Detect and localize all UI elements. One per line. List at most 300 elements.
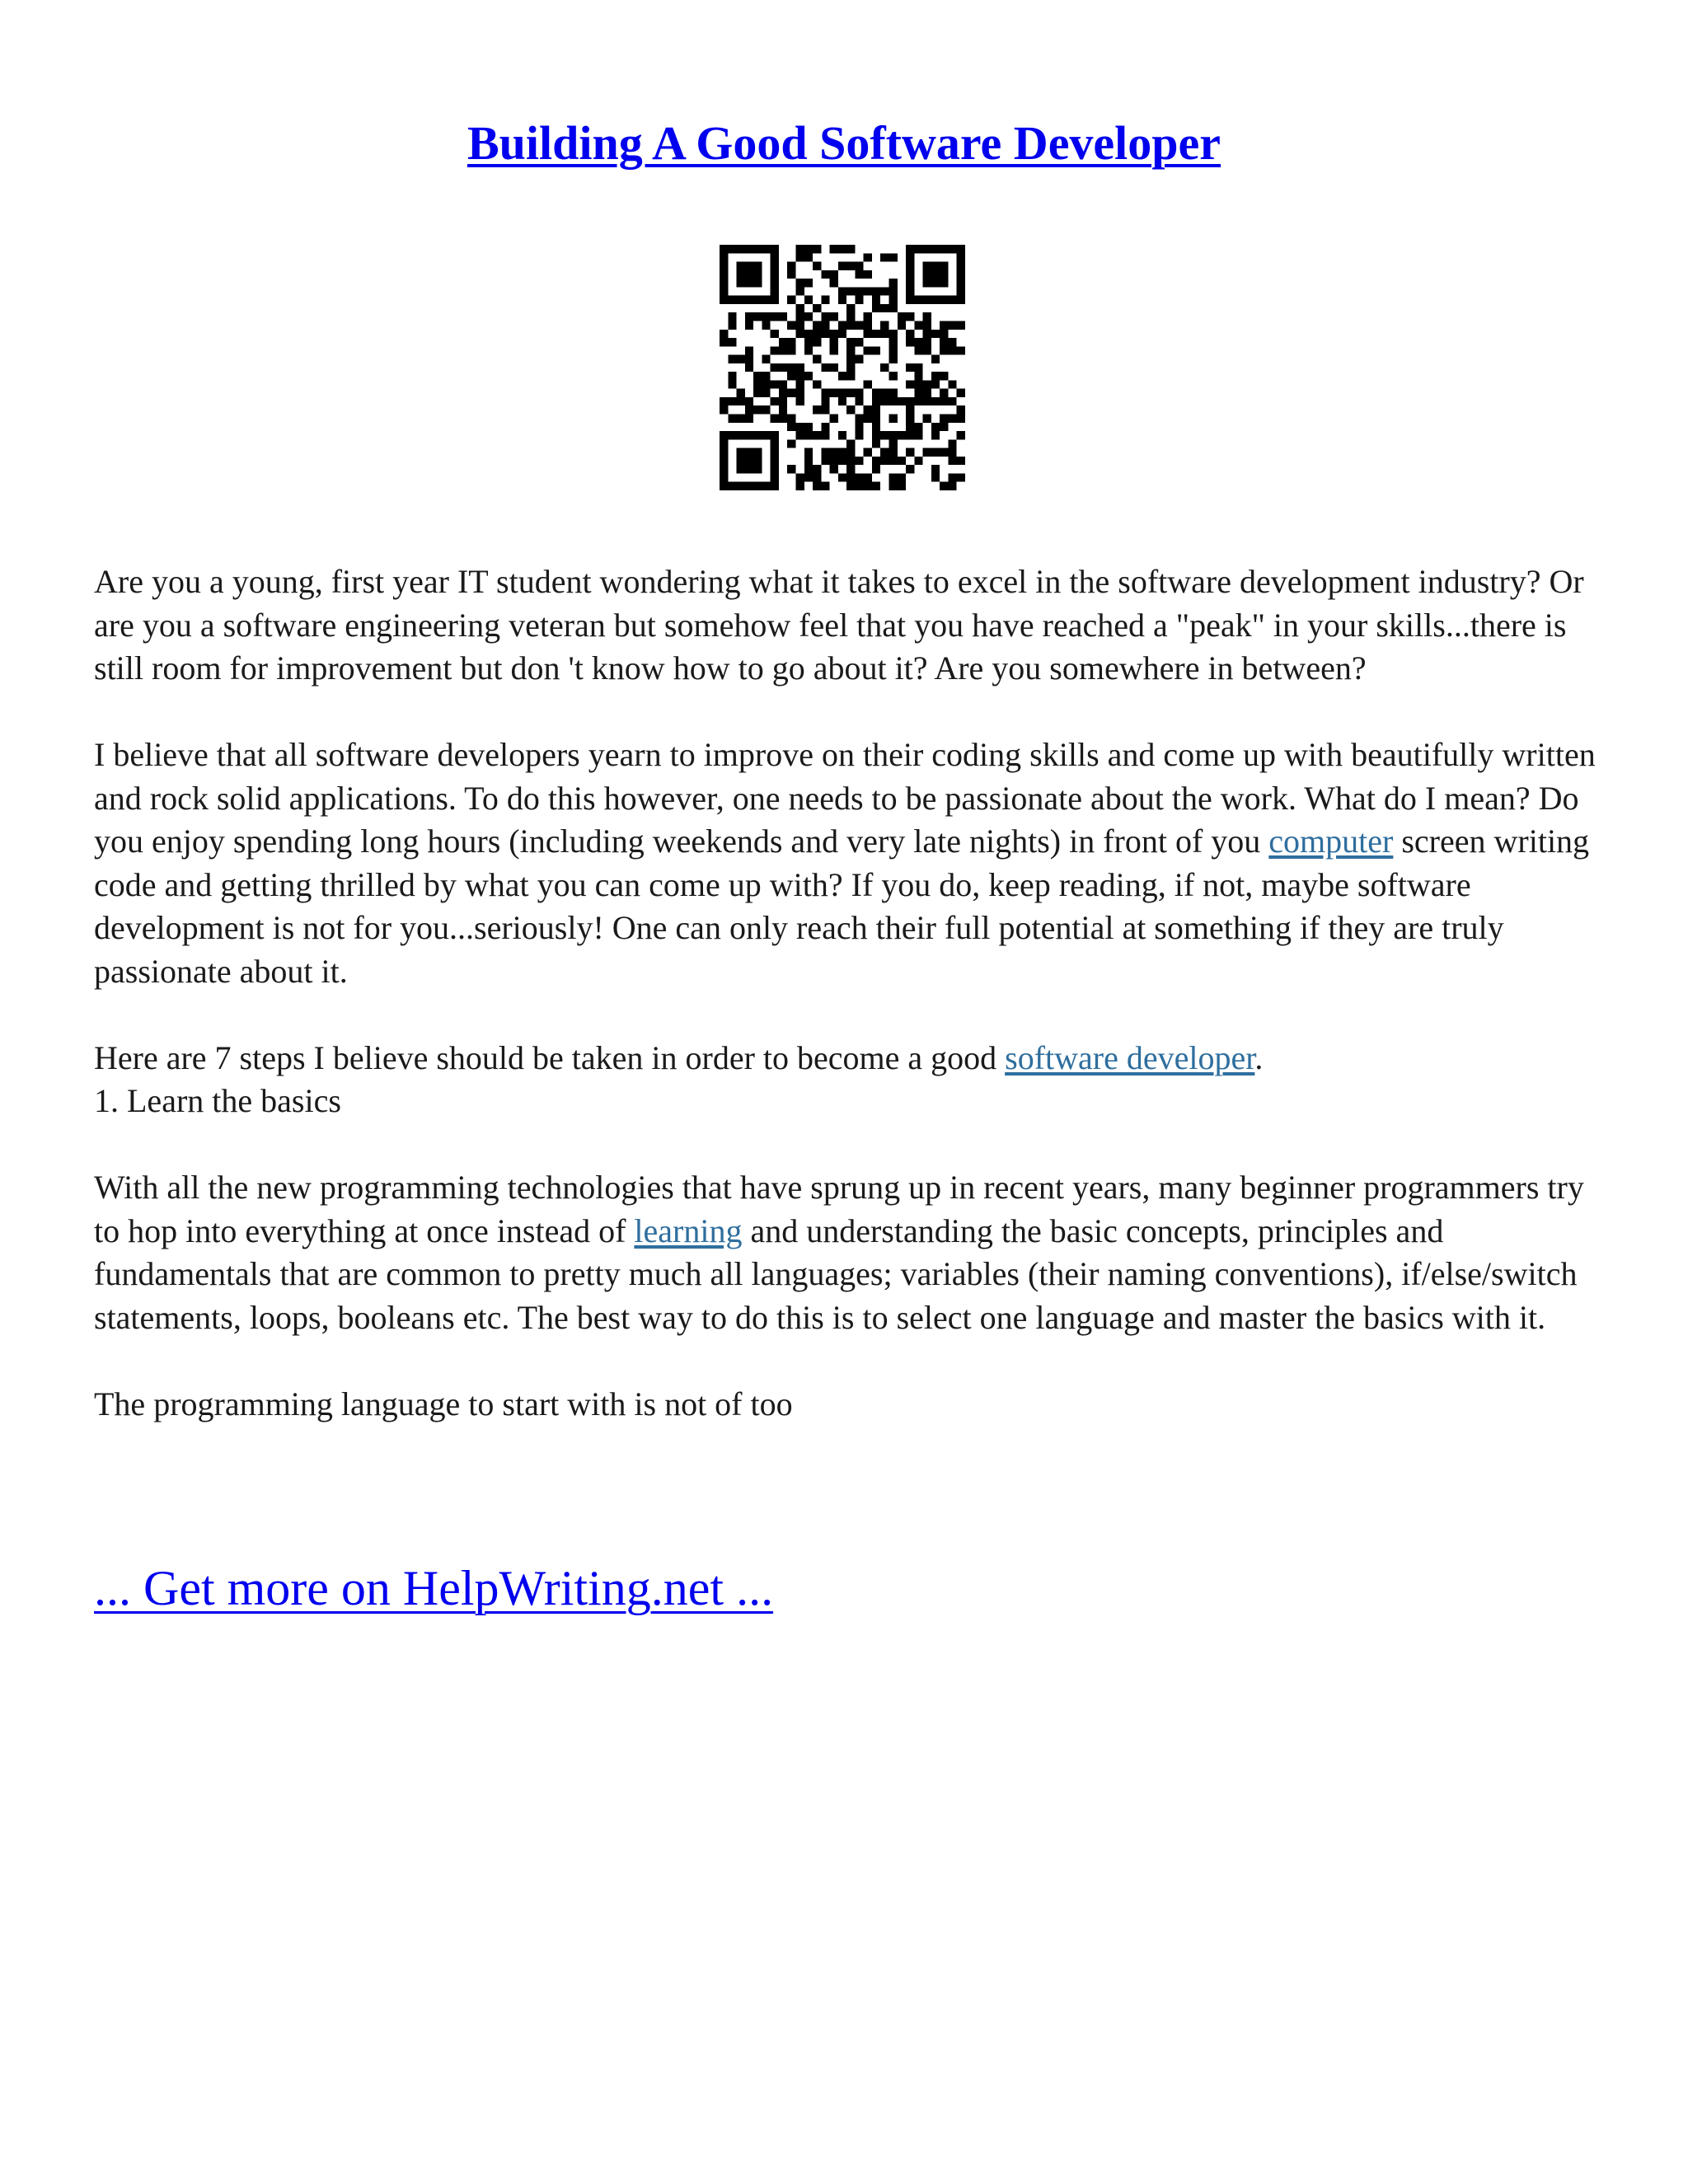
get-more-link[interactable]: ... Get more on HelpWriting.net ... [94, 1561, 774, 1615]
qr-module [753, 312, 762, 321]
qr-module [804, 473, 813, 481]
qr-module [821, 296, 829, 304]
computer-link[interactable]: computer [1268, 823, 1394, 860]
qr-module [771, 346, 779, 354]
qr-module [864, 287, 872, 295]
qr-module [737, 465, 745, 473]
qr-module [737, 457, 745, 465]
qr-module [813, 355, 821, 363]
qr-module [804, 296, 813, 304]
qr-module [737, 389, 745, 397]
qr-module [914, 389, 922, 397]
qr-module [880, 287, 889, 295]
qr-module [720, 448, 728, 457]
qr-module [948, 321, 956, 329]
qr-module [762, 321, 770, 329]
qr-module [914, 363, 922, 372]
qr-module [745, 405, 753, 414]
qr-module [795, 287, 804, 295]
qr-module [821, 457, 829, 465]
qr-module [931, 448, 940, 457]
qr-module [720, 397, 728, 405]
qr-module [914, 245, 922, 253]
qr-module [846, 457, 855, 465]
qr-module [846, 439, 855, 448]
qr-module [753, 389, 762, 397]
qr-module [728, 482, 736, 490]
qr-module [846, 405, 855, 414]
qr-module [753, 296, 762, 304]
qr-module [762, 245, 770, 253]
qr-module [779, 346, 787, 354]
qr-module [864, 312, 872, 321]
qr-module [821, 389, 829, 397]
qr-module [957, 296, 965, 304]
qr-module [745, 245, 753, 253]
qr-module [889, 338, 898, 346]
qr-module [838, 372, 846, 380]
qr-module [838, 296, 846, 304]
qr-module [753, 482, 762, 490]
qr-module [948, 397, 956, 405]
qr-module [846, 482, 855, 490]
qr-module [813, 473, 821, 481]
paragraph-passion-text-1: I believe that all software developers yearn to improve on their coding skills and come up with beautifully written and rock solid applications. To do this however, one needs to be passionate about the work. What do I mean? Do you enjoy spending long hours (including weekends and very late nights) in front of you [94, 736, 1596, 860]
qr-module [795, 423, 804, 431]
qr-module [906, 405, 914, 414]
qr-module [838, 448, 846, 457]
qr-code-icon [720, 245, 965, 490]
qr-module [753, 380, 762, 388]
qr-module [906, 279, 914, 287]
qr-module [940, 279, 948, 287]
qr-module [957, 321, 965, 329]
qr-module [914, 321, 922, 329]
qr-module [889, 439, 898, 448]
qr-module [872, 287, 880, 295]
qr-module [872, 330, 880, 338]
qr-module [795, 330, 804, 338]
qr-module [821, 321, 829, 329]
qr-module [762, 380, 770, 388]
qr-module [940, 346, 948, 354]
qr-module [846, 304, 855, 312]
qr-module [880, 363, 889, 372]
qr-module [753, 372, 762, 380]
qr-module [771, 448, 779, 457]
qr-module [906, 448, 914, 457]
qr-module [762, 355, 770, 363]
qr-module [889, 397, 898, 405]
qr-module [940, 423, 948, 431]
qr-module [804, 423, 813, 431]
qr-module [898, 431, 906, 439]
qr-module [779, 397, 787, 405]
qr-module [889, 457, 898, 465]
qr-module [889, 253, 898, 261]
qr-module [821, 270, 829, 279]
qr-module [745, 415, 753, 423]
qr-module [855, 355, 863, 363]
qr-module [745, 346, 753, 354]
qr-module [737, 397, 745, 405]
qr-module [720, 330, 728, 338]
qr-module [771, 363, 779, 372]
qr-module [906, 338, 914, 346]
qr-module [813, 304, 821, 312]
qr-module [728, 355, 736, 363]
qr-module [872, 304, 880, 312]
qr-module [728, 397, 736, 405]
qr-module [813, 380, 821, 388]
qr-module [846, 363, 855, 372]
qr-module [830, 312, 838, 321]
qr-module [898, 321, 906, 329]
qr-module [737, 262, 745, 270]
qr-module [771, 287, 779, 295]
qr-module [804, 279, 813, 287]
qr-module [720, 270, 728, 279]
software-developer-link[interactable]: software developer [1005, 1038, 1255, 1076]
qr-module [957, 346, 965, 354]
qr-module [948, 457, 956, 465]
qr-module [771, 253, 779, 261]
qr-module [889, 330, 898, 338]
qr-module [889, 279, 898, 287]
qr-module [889, 431, 898, 439]
qr-module [855, 270, 863, 279]
qr-module [957, 287, 965, 295]
qr-module [898, 473, 906, 481]
qr-module [931, 296, 940, 304]
qr-module [795, 473, 804, 481]
qr-module [914, 338, 922, 346]
qr-module [940, 262, 948, 270]
qr-module [957, 279, 965, 287]
qr-module [720, 431, 728, 439]
qr-module [737, 245, 745, 253]
qr-module [795, 431, 804, 439]
paragraph-language: The programming language to start with is not of too [94, 1385, 793, 1422]
qr-module [830, 465, 838, 473]
qr-module [940, 321, 948, 329]
qr-module [771, 330, 779, 338]
qr-module [720, 279, 728, 287]
qr-module [957, 270, 965, 279]
qr-module [906, 253, 914, 261]
qr-module [771, 380, 779, 388]
paragraph-intro: Are you a young, first year IT student wondering what it takes to excel in the software development industry? Or are you a software engineering veteran but somehow feel that you have reached a "peak" in your skills...there is still room for improvement but don 't know how to go about it? Are you somewhere in between? [94, 563, 1584, 687]
qr-module [753, 262, 762, 270]
learning-link[interactable]: learning [634, 1212, 743, 1249]
qr-module [762, 431, 770, 439]
qr-module [720, 245, 728, 253]
qr-module [931, 473, 940, 481]
qr-module [753, 279, 762, 287]
qr-module [914, 457, 922, 465]
qr-module [948, 346, 956, 354]
qr-module [880, 457, 889, 465]
qr-module [923, 346, 931, 354]
qr-module [931, 423, 940, 431]
qr-module [771, 397, 779, 405]
qr-module [923, 397, 931, 405]
qr-module [830, 245, 838, 253]
qr-module [779, 312, 787, 321]
qr-module [745, 431, 753, 439]
paragraph-steps-text-1: Here are 7 steps I believe should be taken in order to become a good [94, 1038, 1006, 1076]
qr-module [821, 423, 829, 431]
qr-module [728, 245, 736, 253]
qr-module [864, 253, 872, 261]
qr-module [889, 287, 898, 295]
qr-module [720, 405, 728, 414]
qr-module [872, 389, 880, 397]
qr-module [813, 262, 821, 270]
qr-module [864, 482, 872, 490]
qr-module [771, 465, 779, 473]
qr-module [745, 482, 753, 490]
paragraph-steps-intro [94, 1037, 1602, 1080]
qr-module [872, 439, 880, 448]
paragraph-basics-text-2: and understanding the basic concepts, principles and fundamentals that are common to pretty much all languages; variables (their naming conventions), if/else/switch statements, loops, booleans etc. The best way to do this is to select one language and master the basics with it. [94, 1212, 1578, 1336]
qr-module [838, 330, 846, 338]
qr-module [813, 431, 821, 439]
qr-module [762, 389, 770, 397]
qr-module [795, 397, 804, 405]
qr-module [753, 405, 762, 414]
qr-module [940, 415, 948, 423]
qr-module [771, 473, 779, 481]
qr-module [795, 304, 804, 312]
qr-module [898, 312, 906, 321]
qr-module [728, 321, 736, 329]
qr-module [931, 372, 940, 380]
qr-module [720, 482, 728, 490]
qr-module [906, 330, 914, 338]
qr-module [787, 346, 795, 354]
qr-module [880, 330, 889, 338]
qr-module [923, 296, 931, 304]
qr-module [948, 439, 956, 448]
qr-module [931, 397, 940, 405]
qr-module [787, 321, 795, 329]
qr-module [779, 389, 787, 397]
qr-module [906, 262, 914, 270]
qr-module [906, 287, 914, 295]
qr-module [906, 363, 914, 372]
qr-module [948, 296, 956, 304]
qr-module [838, 262, 846, 270]
qr-module [779, 338, 787, 346]
qr-module [846, 355, 855, 363]
paragraph-steps-text-2: . [1254, 1038, 1264, 1076]
qr-module [753, 270, 762, 279]
qr-module [923, 330, 931, 338]
document-title-link[interactable]: Building A Good Software Developer [467, 116, 1221, 170]
paragraph-passion [94, 733, 1602, 993]
qr-module [914, 372, 922, 380]
qr-module [753, 465, 762, 473]
qr-module [880, 448, 889, 457]
qr-module [795, 372, 804, 380]
qr-module [804, 372, 813, 380]
qr-module [855, 321, 863, 329]
qr-module [813, 245, 821, 253]
qr-module [830, 457, 838, 465]
qr-module [787, 389, 795, 397]
qr-module [906, 296, 914, 304]
qr-module [821, 431, 829, 439]
qr-module [855, 389, 863, 397]
qr-module [787, 296, 795, 304]
step-heading-learn-basics: 1. Learn the basics [94, 1082, 341, 1119]
qr-module [855, 423, 863, 431]
qr-module [745, 312, 753, 321]
qr-module [846, 245, 855, 253]
qr-module [830, 338, 838, 346]
qr-module [872, 482, 880, 490]
qr-module [931, 245, 940, 253]
qr-module [779, 405, 787, 414]
qr-module [720, 253, 728, 261]
qr-module [957, 245, 965, 253]
qr-module [720, 457, 728, 465]
qr-module [795, 245, 804, 253]
qr-module [753, 448, 762, 457]
qr-module [821, 397, 829, 405]
qr-module [855, 296, 863, 304]
qr-module [846, 372, 855, 380]
qr-module [720, 262, 728, 270]
qr-module [864, 448, 872, 457]
qr-module [855, 415, 863, 423]
qr-module [728, 372, 736, 380]
qr-module [940, 245, 948, 253]
qr-module [872, 346, 880, 354]
paragraph-basics-text-1: With all the new programming technologies that have sprung up in recent years, many beginner programmers try to hop into everything at once instead of [94, 1169, 1584, 1249]
qr-module [880, 321, 889, 329]
qr-module [787, 270, 795, 279]
qr-module [737, 431, 745, 439]
qr-module [779, 380, 787, 388]
qr-module [821, 448, 829, 457]
qr-module [813, 330, 821, 338]
qr-module [940, 482, 948, 490]
qr-module [940, 338, 948, 346]
qr-module [898, 457, 906, 465]
qr-module [931, 262, 940, 270]
qr-module [787, 363, 795, 372]
qr-module [931, 431, 940, 439]
qr-module [737, 270, 745, 279]
qr-module [771, 312, 779, 321]
qr-module [923, 415, 931, 423]
qr-module [846, 473, 855, 481]
qr-module [762, 405, 770, 414]
qr-module [855, 457, 863, 465]
qr-module [728, 431, 736, 439]
qr-module [931, 279, 940, 287]
qr-module [728, 338, 736, 346]
qr-module [957, 262, 965, 270]
qr-module [906, 431, 914, 439]
qr-module [720, 473, 728, 481]
qr-module [872, 457, 880, 465]
qr-module [771, 296, 779, 304]
qr-module [804, 457, 813, 465]
qr-module [923, 279, 931, 287]
qr-module [880, 431, 889, 439]
qr-module [838, 473, 846, 481]
qr-module [880, 253, 889, 261]
qr-module [864, 346, 872, 354]
qr-module [804, 346, 813, 354]
qr-module [804, 448, 813, 457]
qr-module [771, 457, 779, 465]
qr-module [957, 415, 965, 423]
qr-module [830, 415, 838, 423]
qr-module [872, 465, 880, 473]
qr-module [795, 253, 804, 261]
qr-module [846, 321, 855, 329]
qr-module [745, 363, 753, 372]
qr-module [813, 338, 821, 346]
qr-module [830, 270, 838, 279]
qr-module [720, 439, 728, 448]
qr-module [923, 380, 931, 388]
qr-module [846, 389, 855, 397]
qr-module [830, 363, 838, 372]
qr-module [923, 338, 931, 346]
qr-module [957, 457, 965, 465]
qr-module [821, 363, 829, 372]
qr-module [864, 415, 872, 423]
qr-module [813, 405, 821, 414]
qr-module [737, 482, 745, 490]
qr-module [762, 372, 770, 380]
qr-module [923, 245, 931, 253]
qr-module [846, 465, 855, 473]
qr-module [914, 423, 922, 431]
qr-module [889, 448, 898, 457]
qr-module [787, 415, 795, 423]
qr-module [914, 296, 922, 304]
qr-module [737, 279, 745, 287]
qr-module [753, 431, 762, 439]
qr-module [753, 245, 762, 253]
qr-module [931, 465, 940, 473]
qr-module [889, 296, 898, 304]
title-container [0, 115, 1688, 171]
qr-module [804, 465, 813, 473]
qr-module [804, 431, 813, 439]
qr-module [880, 304, 889, 312]
qr-module [957, 473, 965, 481]
qr-module [906, 380, 914, 388]
qr-module [821, 482, 829, 490]
qr-module [898, 397, 906, 405]
qr-module [880, 397, 889, 405]
qr-module [771, 279, 779, 287]
qr-module [745, 262, 753, 270]
paragraph-basics [94, 1166, 1602, 1339]
qr-module [830, 389, 838, 397]
qr-module [906, 245, 914, 253]
qr-module [923, 262, 931, 270]
qr-module [830, 448, 838, 457]
qr-module [745, 321, 753, 329]
